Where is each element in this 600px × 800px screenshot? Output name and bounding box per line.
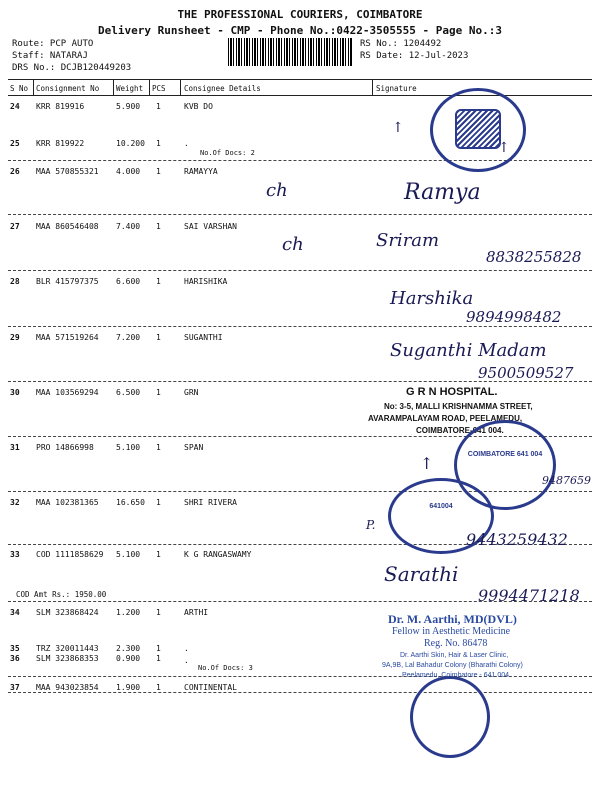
row-pcs: 1 <box>156 333 161 342</box>
aarthi-stamp-line: Reg. No. 86478 <box>424 638 488 649</box>
row-divider <box>8 214 592 215</box>
row-weight: 5.100 <box>116 550 141 559</box>
handwritten-phone: 8838255828 <box>486 248 582 266</box>
row-sno: 34 <box>10 608 20 617</box>
row-consignment: KRR 819922 <box>36 139 85 148</box>
row-weight: 10.200 <box>116 139 145 148</box>
col-divider <box>180 80 181 95</box>
row-consignment: MAA 570855321 <box>36 167 99 176</box>
row-divider <box>8 692 592 693</box>
row-sno: 31 <box>10 443 20 452</box>
row-sno: 32 <box>10 498 20 507</box>
row-consignee: HARISHIKA <box>184 277 228 286</box>
row-pcs: 1 <box>156 102 161 111</box>
staff-label: Staff: NATARAJ <box>12 51 88 61</box>
seal-inner-mark <box>455 109 501 149</box>
handwritten-phone: 9443259432 <box>466 530 568 549</box>
row-pcs: 1 <box>156 550 161 559</box>
row-pcs: 1 <box>156 498 161 507</box>
row-pcs: 1 <box>156 167 161 176</box>
row-consignee: KVB DO <box>184 102 213 111</box>
row-sno: 27 <box>10 222 20 231</box>
grn-stamp-line: No: 3-5, MALLI KRISHNAMMA STREET, <box>384 402 533 411</box>
row-consignment: MAA 102381365 <box>36 498 99 507</box>
handwritten-phone: 9500509527 <box>478 364 574 382</box>
row-sno: 25 <box>10 139 20 148</box>
handwritten-phone: 9994471218 <box>478 586 580 605</box>
row-consignment: KRR 819916 <box>36 102 85 111</box>
rs-number: RS No.: 1204492 <box>360 39 442 49</box>
row-consignment: SLM 323868424 <box>36 608 99 617</box>
col-divider <box>33 80 34 95</box>
cod-amount: COD Amt Rs.: 1950.00 <box>16 590 107 599</box>
row-consignee: . <box>184 656 189 665</box>
row-sno: 29 <box>10 333 20 342</box>
row-sno: 37 <box>10 683 20 692</box>
signature-ramya: Ramya <box>404 180 481 205</box>
handwritten-initials: ch <box>282 234 304 255</box>
handwritten-phone: 9894998482 <box>466 308 562 326</box>
row-sno: 33 <box>10 550 20 559</box>
tick-mark: ↑ <box>498 140 510 156</box>
row-weight: 1.200 <box>116 608 141 617</box>
row-divider <box>8 326 592 327</box>
row-divider <box>8 270 592 271</box>
route-label: Route: PCP AUTO <box>12 39 94 49</box>
barcode <box>228 38 352 66</box>
row-consignee: K G RANGASWAMY <box>184 550 252 559</box>
row-consignee: ARTHI <box>184 608 209 617</box>
aarthi-stamp-line: Fellow in Aesthetic Medicine <box>392 626 511 637</box>
row-consignee: GRN <box>184 388 199 397</box>
row-weight: 4.000 <box>116 167 141 176</box>
col-consignment: Consignment No <box>36 84 100 93</box>
row-consignee: . <box>184 139 189 148</box>
rivera-stamp-text: 641004 <box>429 503 453 510</box>
tick-mark: ↑ <box>420 454 434 473</box>
row-pcs: 1 <box>156 139 161 148</box>
aarthi-stamp-line: Dr. Aarthi Skin, Hair & Laser Clinic, <box>400 652 509 659</box>
header-rule-top <box>8 79 592 80</box>
signature-harishika: Harshika <box>390 288 474 309</box>
row-consignee: RAMAYYA <box>184 167 218 176</box>
row-weight: 0.900 <box>116 654 141 663</box>
row-weight: 5.100 <box>116 443 141 452</box>
col-divider <box>113 80 114 95</box>
row-weight: 2.300 <box>116 644 141 653</box>
row-sno: 26 <box>10 167 20 176</box>
row-consignment: MAA 571519264 <box>36 333 99 342</box>
col-consignee: Consignee Details <box>184 84 261 93</box>
aarthi-stamp-line: Peelamedu, Coimbatore - 641 004. <box>402 672 511 679</box>
company-title: THE PROFESSIONAL COURIERS, COIMBATORE <box>177 8 423 21</box>
signature-sarathi: Sarathi <box>384 562 459 586</box>
row-consignment: TRZ 320011443 <box>36 644 99 653</box>
row-consignment: MAA 943023854 <box>36 683 99 692</box>
grn-stamp-line: COIMBATORE-641 004. <box>416 426 504 435</box>
signature-suganthi: Suganthi Madam <box>390 340 547 361</box>
row-pcs: 1 <box>156 683 161 692</box>
row-sno: 36 <box>10 654 20 663</box>
col-sno: S No <box>10 84 29 93</box>
aarthi-stamp-line: 9A,9B, Lal Bahadur Colony (Bharathi Colony) <box>382 662 523 669</box>
row-consignment: MAA 860546408 <box>36 222 99 231</box>
row-weight: 16.650 <box>116 498 145 507</box>
row-sno: 24 <box>10 102 20 111</box>
tick-mark: ↑ <box>392 120 404 136</box>
row-pcs: 1 <box>156 443 161 452</box>
row-sno: 28 <box>10 277 20 286</box>
row-pcs: 1 <box>156 644 161 653</box>
row-pcs: 1 <box>156 388 161 397</box>
grn-stamp-line: AVARAMPALAYAM ROAD, PEELAMEDU, <box>368 414 523 423</box>
row-sno: 30 <box>10 388 20 397</box>
row-consignment: COD 1111858629 <box>36 550 104 559</box>
row-consignee: . <box>184 644 189 653</box>
row-pcs: 1 <box>156 277 161 286</box>
col-signature: Signature <box>376 84 417 93</box>
aarthi-stamp-name: Dr. M. Aarthi, MD(DVL) <box>388 612 517 626</box>
row-consignee: SPAN <box>184 443 204 452</box>
col-pcs: PCS <box>152 84 166 93</box>
row-consignee: SHRI RIVERA <box>184 498 237 507</box>
row-pcs: 1 <box>156 222 161 231</box>
row-consignment: MAA 103569294 <box>36 388 99 397</box>
handwritten-phone: 9487659 <box>542 474 591 487</box>
row-consignment: BLR 415797375 <box>36 277 99 286</box>
drs-label: DRS No.: DCJB120449203 <box>12 63 132 73</box>
signature-sriram: Sriram <box>376 230 440 251</box>
col-divider <box>372 80 373 95</box>
row-weight: 1.900 <box>116 683 141 692</box>
row-docs: No.Of Docs: 3 <box>198 664 253 672</box>
row-consignee: CONTINENTAL <box>184 683 237 692</box>
row-consignee: SAI VARSHAN <box>184 222 237 231</box>
signature-initial: P. <box>366 518 376 532</box>
row-weight: 6.600 <box>116 277 141 286</box>
span-stamp-text: COIMBATORE 641 004 <box>467 451 543 458</box>
row-pcs: 1 <box>156 654 161 663</box>
continental-round-stamp <box>410 676 490 758</box>
grn-stamp-title: G R N HOSPITAL. <box>406 386 498 398</box>
runsheet-subtitle: Delivery Runsheet - CMP - Phone No.:0422-3505555 - Page No.:3 <box>98 24 502 37</box>
row-weight: 7.200 <box>116 333 141 342</box>
row-docs: No.Of Docs: 2 <box>200 149 255 157</box>
row-consignee: SUGANTHI <box>184 333 223 342</box>
col-weight: Weight <box>116 84 144 93</box>
row-consignment: SLM 323868353 <box>36 654 99 663</box>
handwritten-initials: ch <box>266 180 288 201</box>
row-weight: 5.900 <box>116 102 141 111</box>
row-consignment: PRO 14866998 <box>36 443 94 452</box>
row-weight: 7.400 <box>116 222 141 231</box>
row-weight: 6.500 <box>116 388 141 397</box>
seal-stamp-top <box>430 88 526 172</box>
rs-date: RS Date: 12-Jul-2023 <box>360 51 469 61</box>
row-pcs: 1 <box>156 608 161 617</box>
col-divider <box>149 80 150 95</box>
row-sno: 35 <box>10 644 20 653</box>
